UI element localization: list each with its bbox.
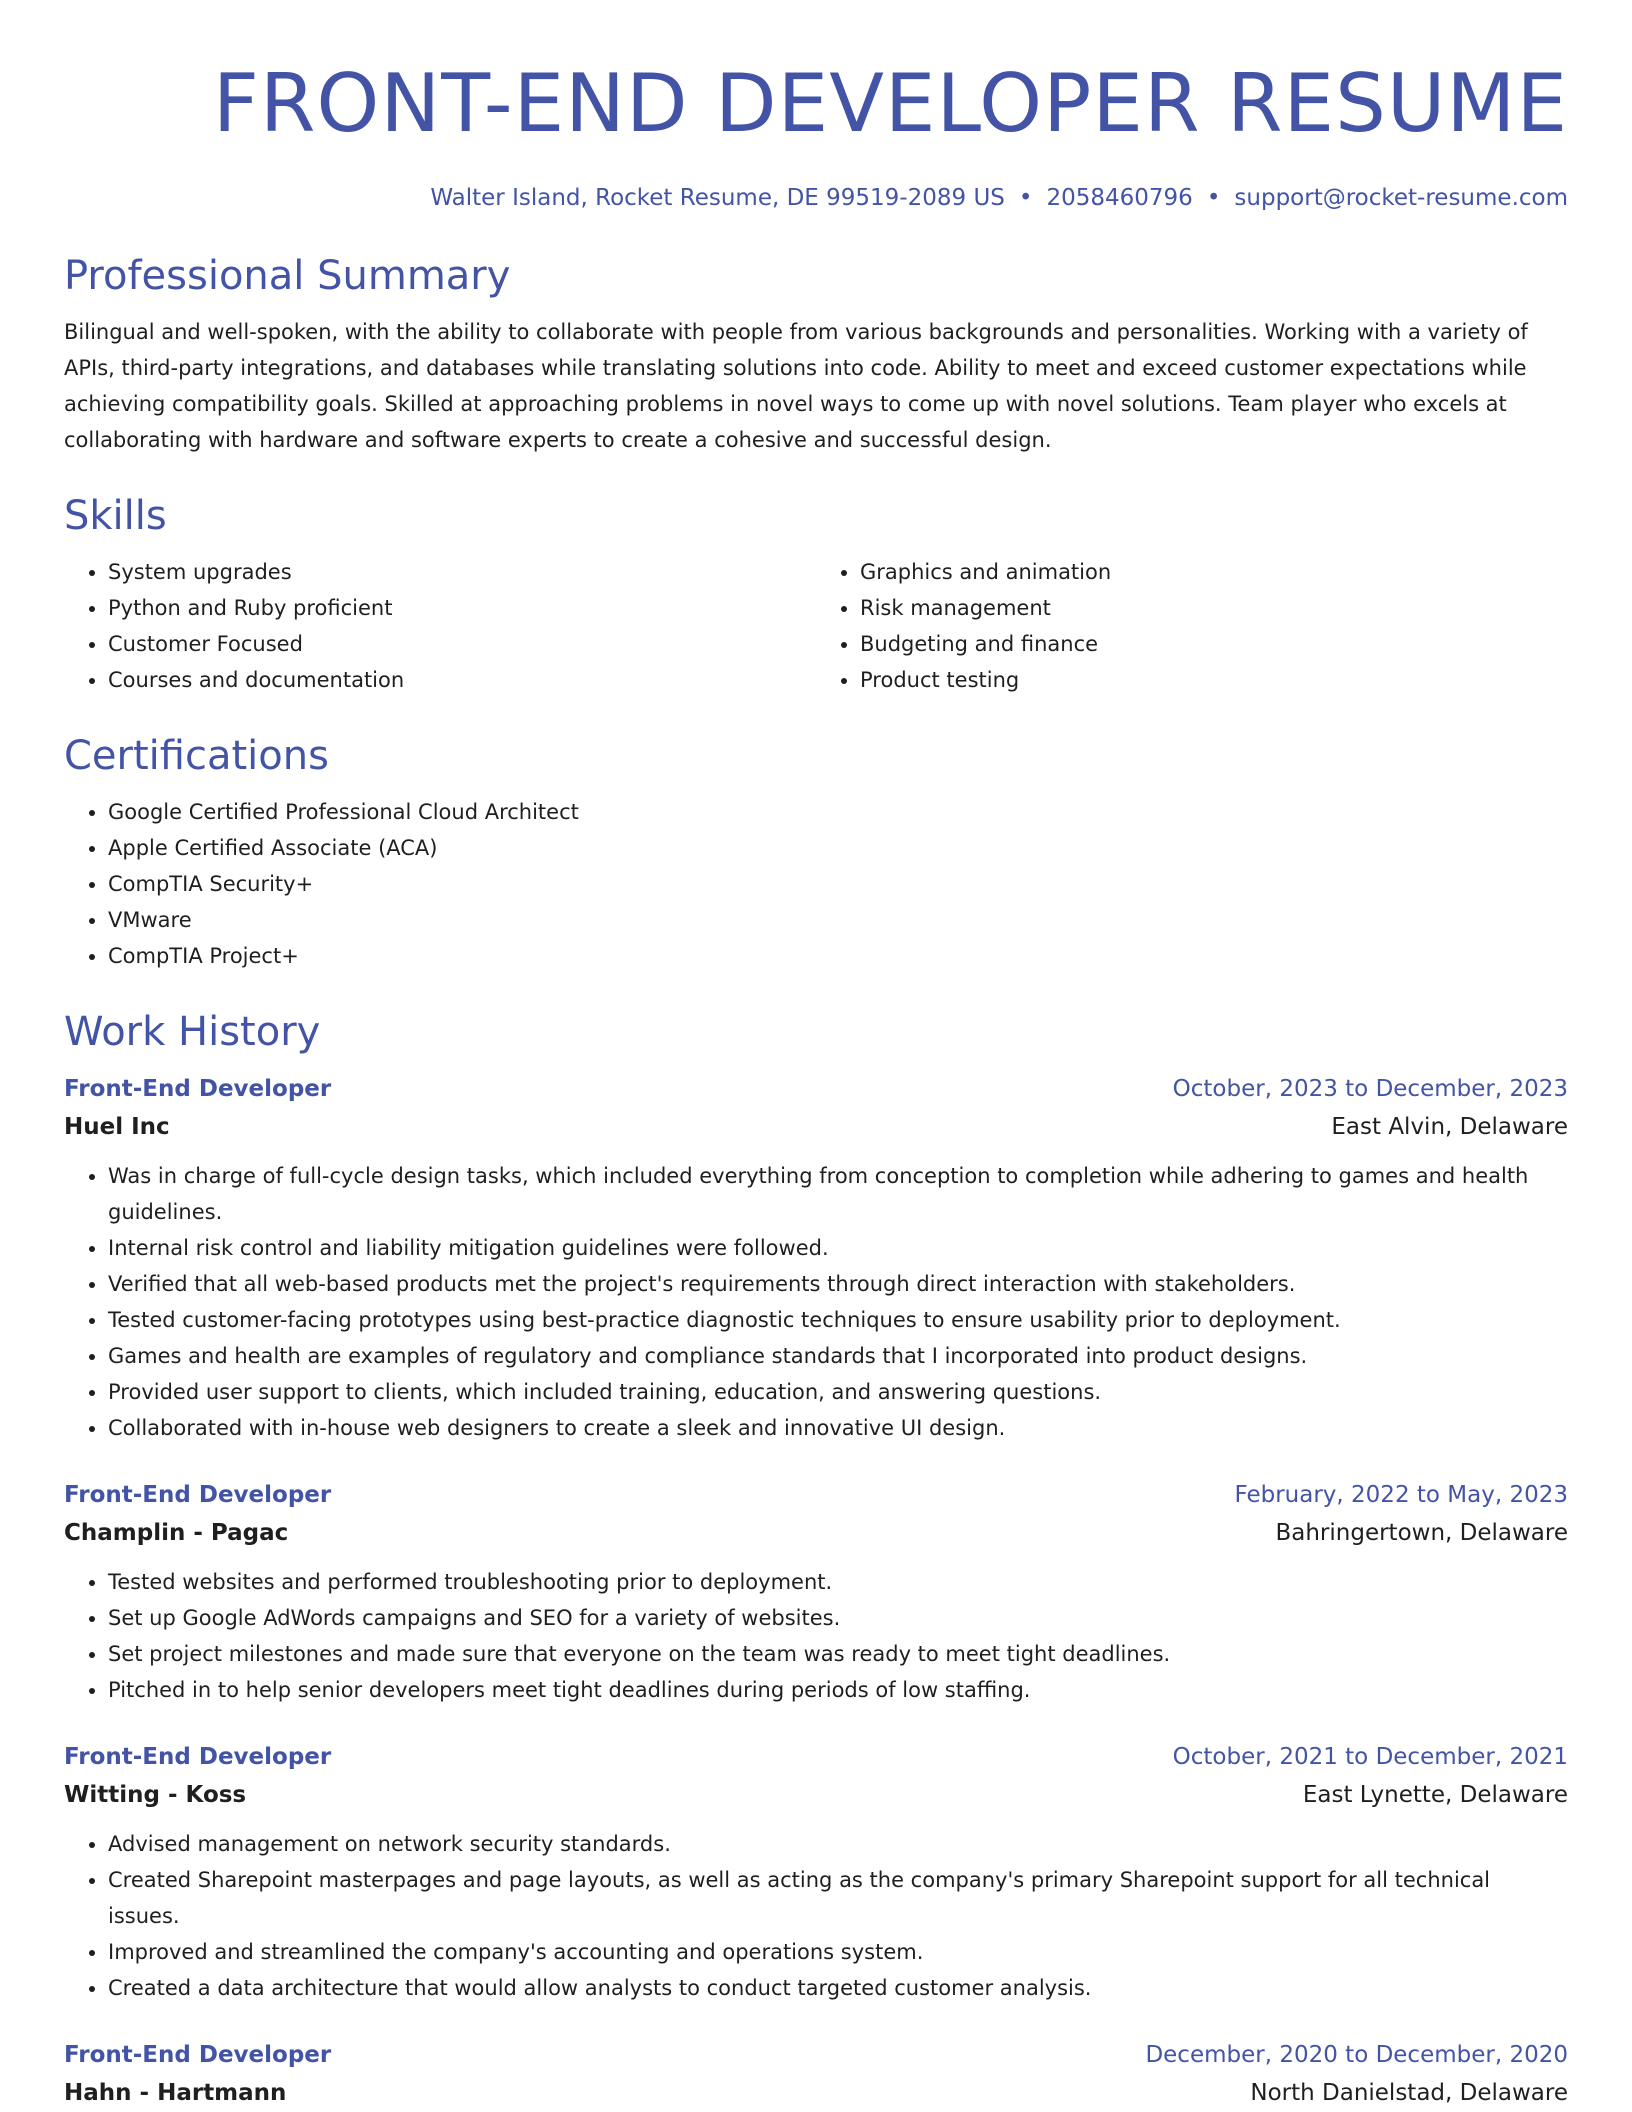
job-entry <box>64 1476 1568 1708</box>
job-entry <box>64 1738 1568 2006</box>
job-company-row <box>64 1514 1568 1552</box>
skill-item: • Customer Focused <box>108 626 816 662</box>
job-duty: • Created a data architecture that would allow analysts to conduct targeted customer analysis. <box>108 1970 1568 2006</box>
skills-list-left <box>64 554 816 698</box>
job-entry <box>64 1070 1568 1446</box>
job-location: East Lynette, Delaware <box>1302 1782 1568 1808</box>
summary-text: Bilingual and well-spoken, with the ability to collaborate with people from various backgrounds and personalities. Working with a variety of APIs, third-party integrations, and databases while translating solutions into code. Ability to meet and exceed customer expectations while achieving compatibility goals. Skilled at approaching problems in novel ways to come up with novel solutions. Team player who excels at collaborating with hardware and software experts to create a cohesive and successful design. <box>64 320 1528 452</box>
job-company-row <box>64 2074 1568 2112</box>
job-duty: • Games and health are examples of regulatory and compliance standards that I incorporated into product designs. <box>108 1338 1568 1374</box>
certification-item: • Google Certified Professional Cloud Architect <box>108 794 1568 830</box>
job-header-row <box>64 2036 1568 2074</box>
job-duty: • Pitched in to help senior developers meet tight deadlines during periods of low staffing. <box>108 1672 1568 1708</box>
skills-section <box>64 490 1568 698</box>
contact-address: Walter Island, Rocket Resume, DE 99519-2089 US <box>430 185 1005 211</box>
section-heading-work-history: Work History <box>64 1009 321 1055</box>
job-duty: • Tested customer-facing prototypes using best-practice diagnostic techniques to ensure usability prior to deployment. <box>108 1302 1568 1338</box>
professional-summary-section <box>64 250 1568 458</box>
certification-item: • Apple Certified Associate (ACA) <box>108 830 1568 866</box>
job-duty: • Was in charge of full-cycle design tasks, which included everything from conception to completion while adhering to games and health guidelines. <box>108 1158 1568 1230</box>
job-dates: October, 2021 to December, 2021 <box>1172 1744 1568 1770</box>
skill-item: • Python and Ruby proficient <box>108 590 816 626</box>
skill-item: • System upgrades <box>108 554 816 590</box>
job-location: North Danielstad, Delaware <box>1250 2080 1568 2106</box>
job-duty: • Verified that all web-based products met the project's requirements through direct interaction with stakeholders. <box>108 1266 1568 1302</box>
resume-title: FRONT-END DEVELOPER RESUME <box>212 57 1568 150</box>
job-dates: October, 2023 to December, 2023 <box>1172 1076 1568 1102</box>
job-duty: • Advised management on network security standards. <box>108 1826 1568 1862</box>
job-header-row <box>64 1738 1568 1776</box>
contact-line <box>64 182 1568 214</box>
job-duty: • Provided user support to clients, which included training, education, and answering questions. <box>108 1374 1568 1410</box>
section-heading-skills: Skills <box>64 493 167 539</box>
job-header-row <box>64 1476 1568 1514</box>
certification-item: • CompTIA Security+ <box>108 866 1568 902</box>
job-company: Hahn - Hartmann <box>64 2080 287 2106</box>
contact-separator: • <box>1018 185 1033 211</box>
skills-grid <box>64 542 1568 698</box>
job-location: Bahringertown, Delaware <box>1275 1520 1568 1546</box>
section-heading-summary: Professional Summary <box>64 253 511 299</box>
work-history-section <box>64 1006 1568 2112</box>
contact-separator: • <box>1206 185 1221 211</box>
job-duty: • Tested websites and performed troubleshooting prior to deployment. <box>108 1564 1568 1600</box>
certifications-section <box>64 730 1568 974</box>
skills-list-right <box>816 554 1568 698</box>
skill-item: • Courses and documentation <box>108 662 816 698</box>
skill-item: • Budgeting and finance <box>860 626 1568 662</box>
contact-email: support@rocket-resume.com <box>1234 185 1568 211</box>
job-company-row <box>64 1108 1568 1146</box>
skill-item: • Risk management <box>860 590 1568 626</box>
job-title: Front-End Developer <box>64 1076 332 1102</box>
job-duties-list <box>64 1826 1568 2006</box>
section-heading-certifications: Certifications <box>64 733 329 779</box>
certifications-list <box>64 794 1568 974</box>
skill-item: • Product testing <box>860 662 1568 698</box>
job-header-row <box>64 1070 1568 1108</box>
job-company: Huel Inc <box>64 1114 170 1140</box>
job-title: Front-End Developer <box>64 1744 332 1770</box>
skill-item: • Graphics and animation <box>860 554 1568 590</box>
job-title: Front-End Developer <box>64 2042 332 2068</box>
job-title: Front-End Developer <box>64 1482 332 1508</box>
job-company: Witting - Koss <box>64 1782 247 1808</box>
job-dates: February, 2022 to May, 2023 <box>1234 1482 1568 1508</box>
job-location: East Alvin, Delaware <box>1331 1114 1568 1140</box>
job-duty: • Internal risk control and liability mitigation guidelines were followed. <box>108 1230 1568 1266</box>
job-duty: • Set project milestones and made sure that everyone on the team was ready to meet tight deadlines. <box>108 1636 1568 1672</box>
job-company: Champlin - Pagac <box>64 1520 289 1546</box>
job-duty: • Improved and streamlined the company's accounting and operations system. <box>108 1934 1568 1970</box>
job-entry <box>64 2036 1568 2112</box>
certification-item: • CompTIA Project+ <box>108 938 1568 974</box>
job-duties-list <box>64 1158 1568 1446</box>
contact-phone: 2058460796 <box>1046 185 1193 211</box>
job-dates: December, 2020 to December, 2020 <box>1145 2042 1568 2068</box>
certification-item: • VMware <box>108 902 1568 938</box>
job-company-row <box>64 1776 1568 1814</box>
job-duty: • Created Sharepoint masterpages and page layouts, as well as acting as the company's primary Sharepoint support for all technical issues. <box>108 1862 1568 1934</box>
job-duties-list <box>64 1564 1568 1708</box>
job-duty: • Collaborated with in-house web designers to create a sleek and innovative UI design. <box>108 1410 1568 1446</box>
job-duty: • Set up Google AdWords campaigns and SEO for a variety of websites. <box>108 1600 1568 1636</box>
